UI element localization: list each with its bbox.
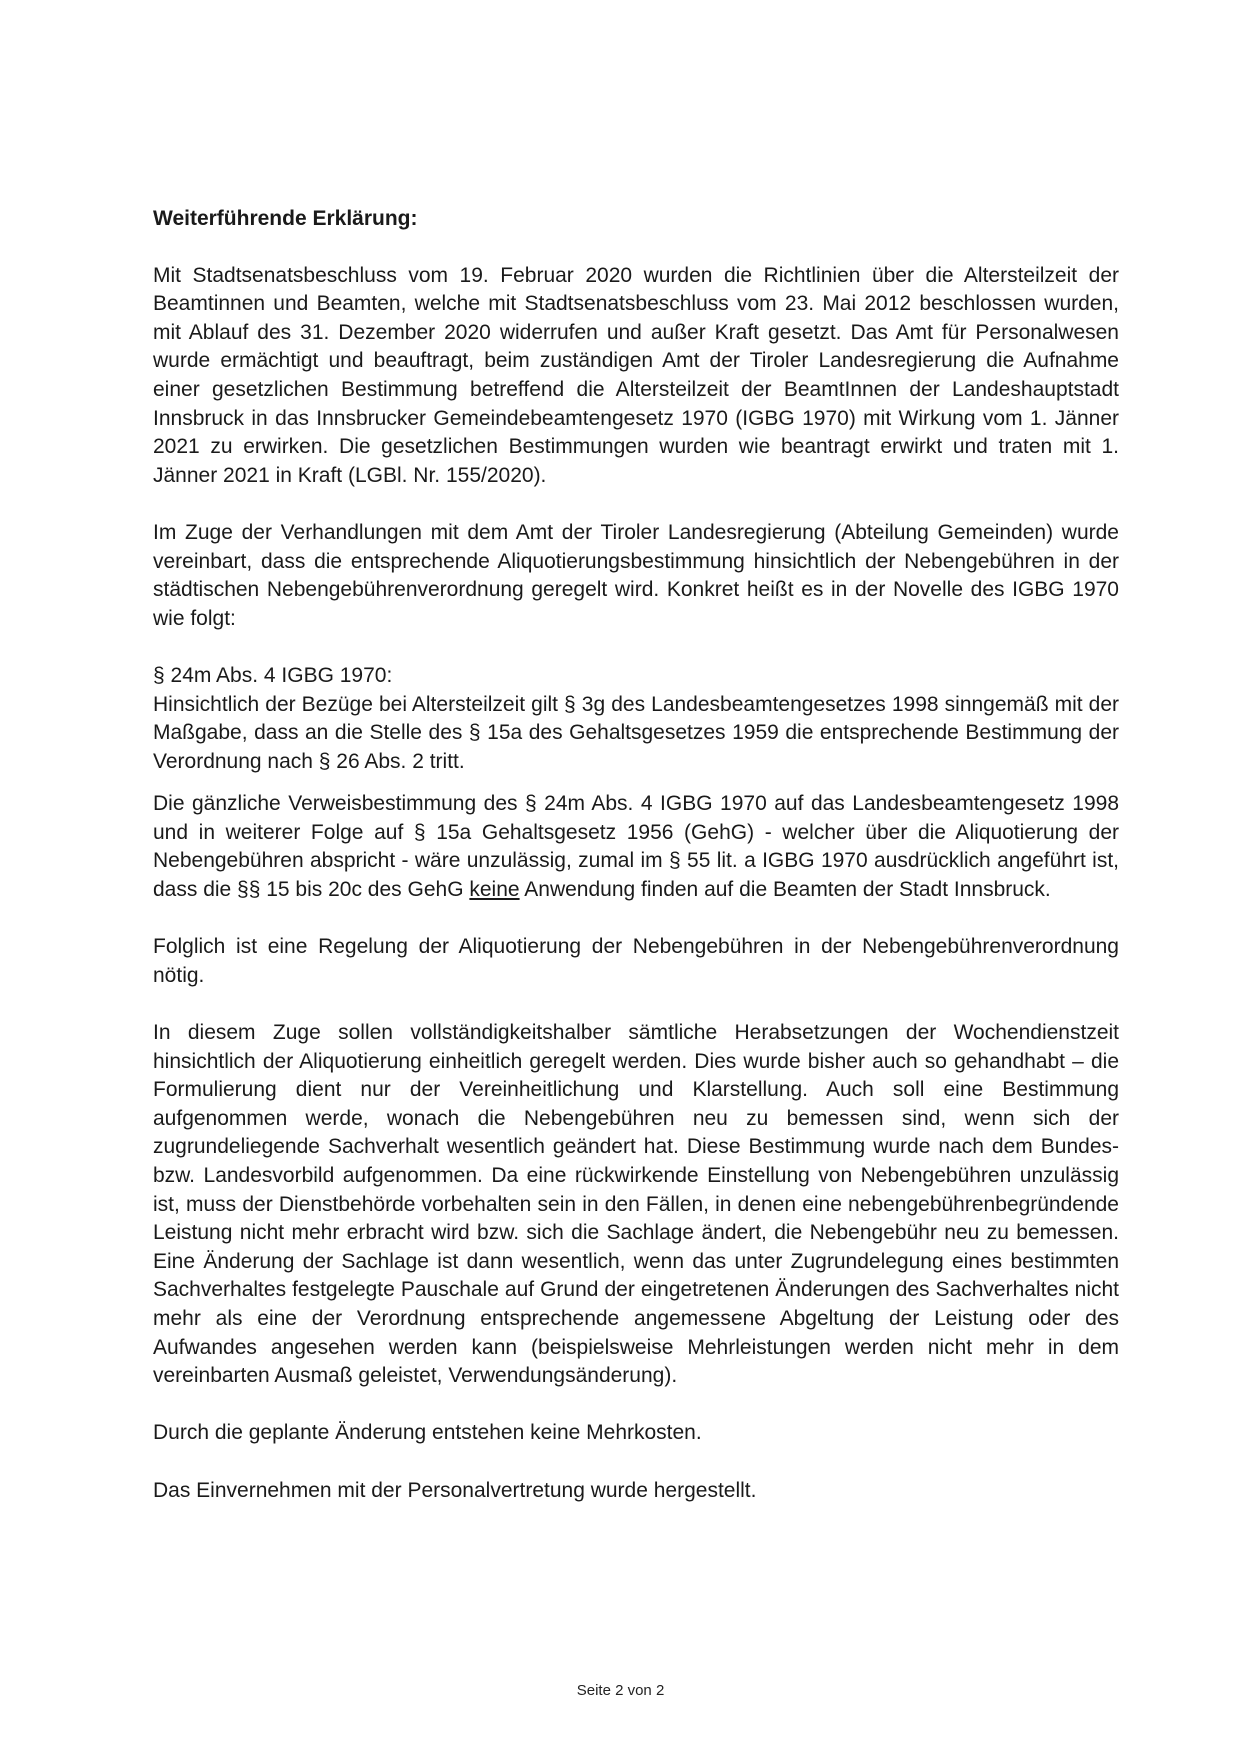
- document-body: [153, 205, 1119, 1505]
- section-heading: Weiterführende Erklärung:: [153, 207, 418, 230]
- paragraph-verweisbestimmung: [153, 790, 1119, 904]
- paragraph-verhandlungen: Im Zuge der Verhandlungen mit dem Amt der Tiroler Landesregierung (Abteilung Gemeinden) wurde vereinbart, dass die entsprechende Aliquotierungsbestimmung hinsichtlich der Nebengebühren in der städtischen Nebengebührenverordnung geregelt wird. Konkret heißt es in der Novelle des IGBG 1970 wie folgt:: [153, 520, 1119, 630]
- paragraph-legal-citation-body: Hinsichtlich der Bezüge bei Altersteilzeit gilt § 3g des Landesbeamtengesetzes 1998 sinngemäß mit der Maßgabe, dass an die Stelle des § 15a des Gehaltsgesetzes 1959 die entsprechende Bestimmung der Verordnung nach § 26 Abs. 2 tritt.: [153, 692, 1119, 773]
- underlined-word-keine: keine: [469, 878, 520, 902]
- paragraph-verweisbestimmung-text-1: Die gänzliche Verweisbestimmung des § 24m Abs. 4 IGBG 1970 auf das Landesbeamtengesetz 1998 und in weiterer Folge auf § 15a Gehaltsgesetz 1956 (GehG) - welcher über die Aliquotierung der Nebengebühren abspricht - wäre unzulässig, zumal im § 55 lit. a IGBG 1970 ausdrücklich angeführt ist, dass die §§ 15 bis 20c des GehG: [153, 792, 1119, 902]
- paragraph-legal-citation-title: § 24m Abs. 4 IGBG 1970:: [153, 663, 393, 687]
- paragraph-folglich: Folglich ist eine Regelung der Aliquotierung der Nebengebühren in der Nebengebührenverordnung nötig.: [153, 935, 1119, 987]
- paragraph-verweisbestimmung-text-2: Anwendung finden auf die Beamten der Stadt Innsbruck.: [519, 878, 1051, 902]
- paragraph-mehrkosten: Durch die geplante Änderung entstehen keine Mehrkosten.: [153, 1421, 702, 1445]
- page-number-footer: Seite 2 von 2: [576, 1682, 665, 1699]
- paragraph-altersteilzeit: Mit Stadtsenatsbeschluss vom 19. Februar 2020 wurden die Richtlinien über die Altersteilzeit der Beamtinnen und Beamten, welche mit Stadtsenatsbeschluss vom 23. Mai 2012 beschlossen wurden, mit Ablauf des 31. Dezember 2020 widerrufen und außer Kraft gesetzt. Das Amt für Personalwesen wurde ermächtigt und beauftragt, beim zuständigen Amt der Tiroler Landesregierung die Aufnahme einer gesetzlichen Bestimmung betreffend die Altersteilzeit der BeamtInnen der Landeshauptstadt Innsbruck in das Innsbrucker Gemeindebeamtengesetz 1970 (IGBG 1970) mit Wirkung vom 1. Jänner 2021 zu erwirken. Die gesetzlichen Bestimmungen wurden wie beantragt erwirkt und traten mit 1. Jänner 2021 in Kraft (LGBl. Nr. 155/2020).: [153, 263, 1119, 487]
- paragraph-personalvertretung: Das Einvernehmen mit der Personalvertretung wurde hergestellt.: [153, 1478, 757, 1502]
- paragraph-wochendienstzeit: In diesem Zuge sollen vollständigkeitshalber sämtliche Herabsetzungen der Wochendienstzeit hinsichtlich der Aliquotierung einheitlich geregelt werden. Dies wurde bisher auch so gehandhabt – die Formulierung dient nur der Vereinheitlichung und Klarstellung. Auch soll eine Bestimmung aufgenommen werde, wonach die Nebengebühren neu zu bemessen sind, wenn sich der zugrundeliegende Sachverhalt wesentlich geändert hat. Diese Bestimmung wurde nach dem Bundes- bzw. Landesvorbild aufgenommen. Da eine rückwirkende Einstellung von Nebengebühren unzulässig ist, muss der Dienstbehörde vorbehalten sein in den Fällen, in denen eine nebengebührenbegründende Leistung nicht mehr erbracht wird bzw. sich die Sachlage ändert, die Nebengebühr neu zu bemessen. Eine Änderung der Sachlage ist dann wesentlich, wenn das unter Zugrundelegung eines bestimmten Sachverhaltes festgelegte Pauschale auf Grund der eingetretenen Änderungen des Sachverhaltes nicht mehr als eine der Verordnung entsprechende angemessene Abgeltung der Leistung oder des Aufwandes angesehen werden kann (beispielsweise Mehrleistungen werden nicht mehr in dem vereinbarten Ausmaß geleistet, Verwendungsänderung).: [153, 1021, 1119, 1388]
